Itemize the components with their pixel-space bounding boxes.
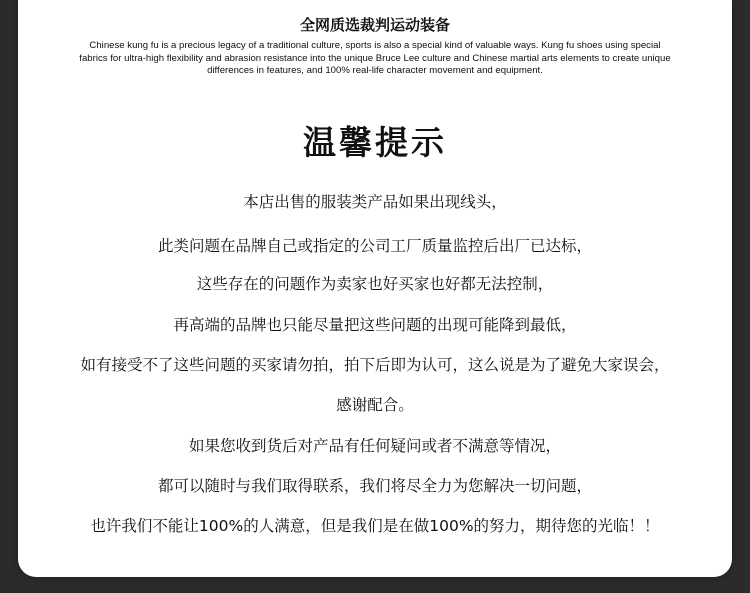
header-title: 全网质选裁判运动装备 [299, 16, 450, 34]
notice-card [18, 0, 732, 577]
notice-title: 温馨提示 [303, 123, 447, 162]
notice-line-3: 这些存在的问题作为卖家也好买家也好都无法控制， [196, 275, 554, 293]
notice-line-1: 本店出售的服装类产品如果出现线头， [243, 193, 507, 211]
header-subtitle: Chinese kung fu is a precious legacy of a traditional culture, sports is also a special kind of valuable ways. Kung fu shoes using special fabrics for ultra-high flexibility and abrasion resistance into the unique Bruce Lee culture and Chinese martial arts elements to create unique differences in features, and 100% real-life character movement and equipment. [79, 40, 671, 76]
notice-line-9: 也许我们不能让100%的人满意，但是我们是在做100%的努力，期待您的光临！！ [90, 517, 660, 535]
notice-line-6: 感谢配合。 [336, 396, 414, 414]
notice-line-5: 如有接受不了这些问题的买家请勿拍，拍下后即为认可，这么说是为了避免大家误会， [80, 356, 670, 374]
notice-line-4: 再高端的品牌也只能尽量把这些问题的出现可能降到最低， [173, 316, 577, 334]
notice-line-8: 都可以随时与我们取得联系，我们将尽全力为您解决一切问题， [157, 477, 592, 495]
notice-line-7: 如果您收到货后对产品有任何疑问或者不满意等情况， [188, 437, 561, 455]
notice-line-2: 此类问题在品牌自己或指定的公司工厂质量监控后出厂已达标， [157, 237, 592, 255]
